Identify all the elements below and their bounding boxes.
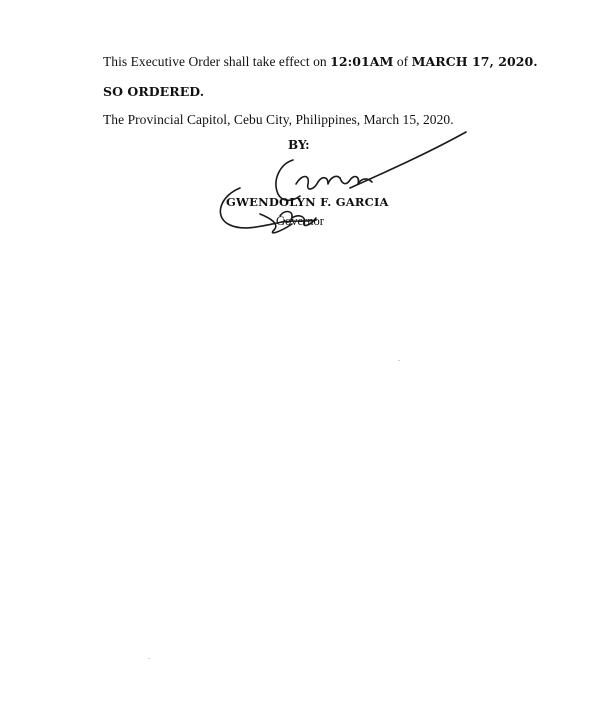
signatory-name: GWENDOLYN F. GARCIA [226, 195, 389, 209]
effectivity-date: MARCH 17, 2020. [411, 54, 538, 69]
effectivity-middle: of [393, 54, 412, 69]
scan-speck [148, 658, 150, 659]
effectivity-statement [103, 54, 538, 70]
handwritten-signature [200, 120, 500, 250]
by-label: BY: [288, 138, 310, 152]
signatory-title: Governor [276, 214, 324, 228]
effectivity-prefix: This Executive Order shall take effect on [103, 54, 331, 69]
effectivity-time: 12:01AM [330, 54, 394, 69]
place-and-date: The Provincial Capitol, Cebu City, Philippines, March 15, 2020. [103, 112, 454, 127]
so-ordered-heading: SO ORDERED. [103, 84, 205, 99]
scan-speck [398, 360, 400, 361]
